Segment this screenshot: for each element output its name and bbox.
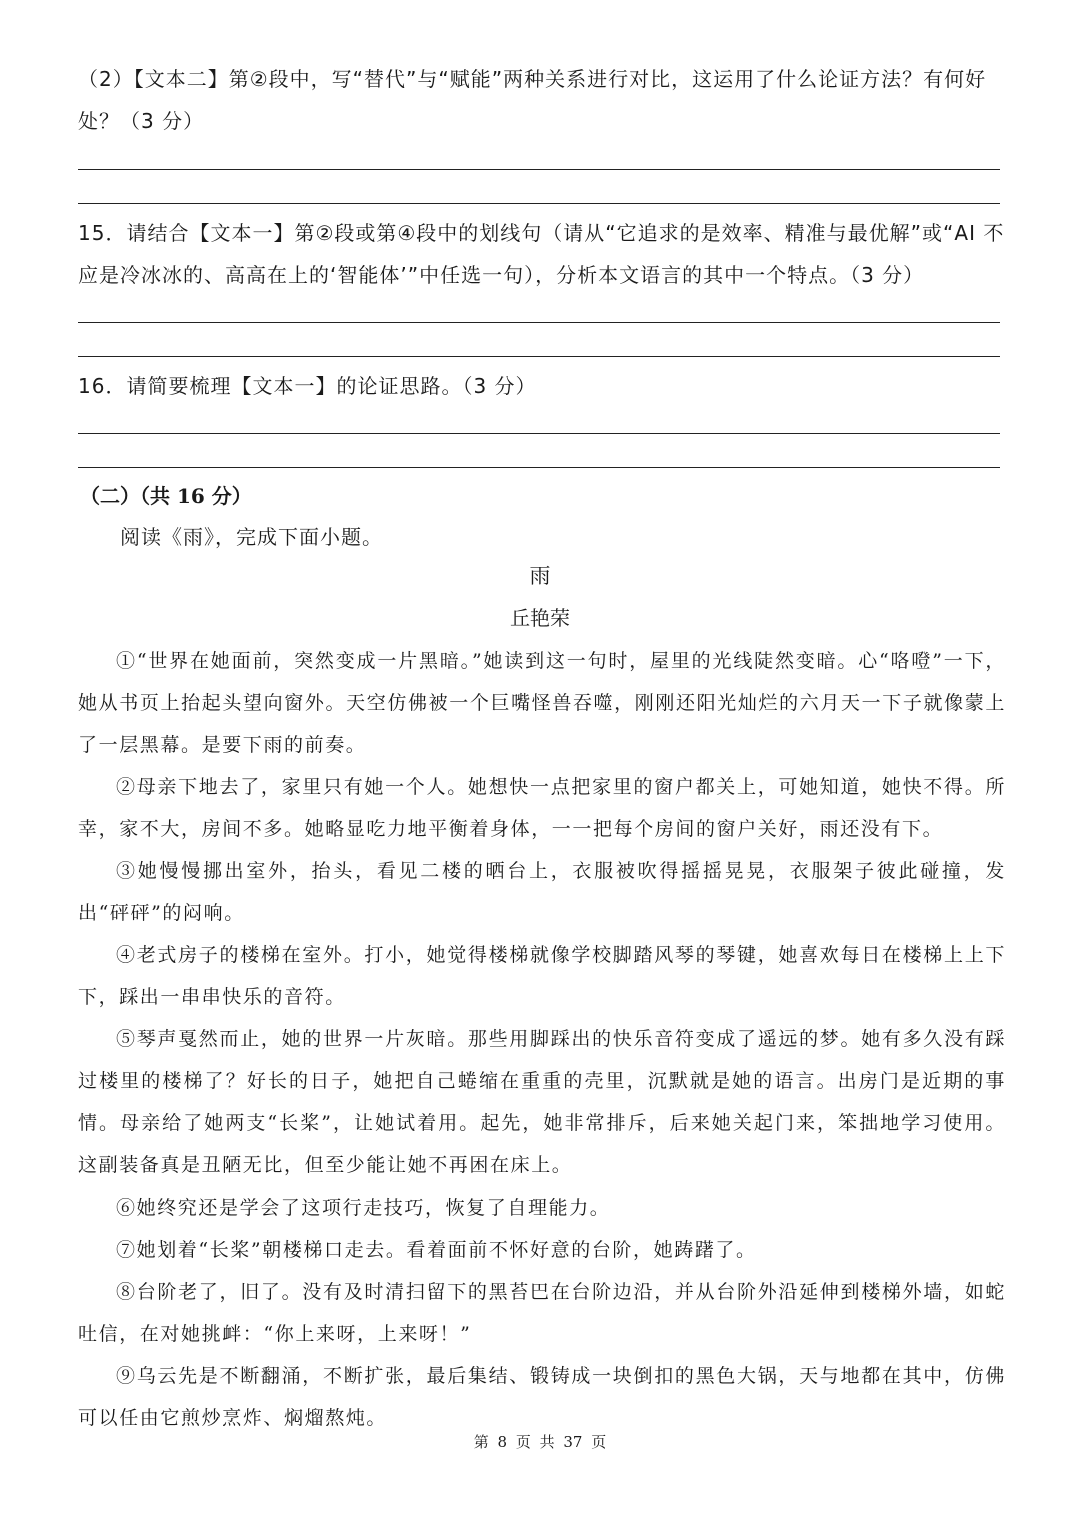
answer-line xyxy=(78,433,1000,434)
question-15: 15．请结合【文本一】第②段或第④段中的划线句（请从“它追求的是效率、精准与最优解”或“AI 不应是冷冰冰的、高高在上的‘智能体’”中任选一句），分析本文语言的其中一个特点。（3 分） xyxy=(78,221,1005,287)
page-footer: 第 8 页 共 37 页 xyxy=(473,1433,607,1451)
article-paragraph-7: ⑦她划着“长桨”朝楼梯口走去。看着面前不怀好意的台阶，她踌躇了。 xyxy=(116,1239,757,1261)
article-paragraph-1: ①“世界在她面前，突然变成一片黑暗。”她读到这一句时，屋里的光线陡然变暗。心“咯噔”一下，她从书页上抬起头望向窗外。天空仿佛被一个巨嘴怪兽吞噬，刚刚还阳光灿烂的六月天一下子就像蒙上了一层黑幕。是要下雨的前奏。 xyxy=(78,650,1006,756)
answer-line xyxy=(78,169,1000,170)
question-14-2: （2）【文本二】第②段中，写“替代”与“赋能”两种关系进行对比，这运用了什么论证方法？有何好处？（3 分） xyxy=(78,67,987,133)
answer-line xyxy=(78,322,1000,323)
article-paragraph-8: ⑧台阶老了，旧了。没有及时清扫留下的黑苔巴在台阶边沿，并从台阶外沿延伸到楼梯外墙，如蛇吐信，在对她挑衅：“你上来呀，上来呀！” xyxy=(78,1281,1006,1345)
answer-line xyxy=(78,356,1000,357)
article-title: 雨 xyxy=(529,564,551,588)
article-paragraph-5: ⑤琴声戛然而止，她的世界一片灰暗。那些用脚踩出的快乐音符变成了遥远的梦。她有多久没有踩过楼里的楼梯了？好长的日子，她把自己蜷缩在重重的壳里，沉默就是她的语言。出房门是近期的事情。母亲给了她两支“长桨”，让她试着用。起先，她非常排斥，后来她关起门来，笨拙地学习使用。这副装备真是丑陋无比，但至少能让她不再困在床上。 xyxy=(78,1028,1006,1176)
article-author: 丘艳荣 xyxy=(510,606,570,630)
reading-instruction: 阅读《雨》，完成下面小题。 xyxy=(120,525,383,549)
answer-line xyxy=(78,203,1000,204)
article-paragraph-4: ④老式房子的楼梯在室外。打小，她觉得楼梯就像学校脚踏风琴的琴键，她喜欢每日在楼梯上上下下，踩出一串串快乐的音符。 xyxy=(78,944,1006,1008)
question-16: 16．请简要梳理【文本一】的论证思路。（3 分） xyxy=(78,374,537,398)
answer-line xyxy=(78,467,1000,468)
article-paragraph-9: ⑨乌云先是不断翻涌，不断扩张，最后集结、锻铸成一块倒扣的黑色大锅，天与地都在其中，仿佛可以任由它煎炒烹炸、焖熘熬炖。 xyxy=(78,1365,1006,1429)
article-paragraph-6: ⑥她终究还是学会了这项行走技巧，恢复了自理能力。 xyxy=(116,1197,611,1219)
article-paragraph-3: ③她慢慢挪出室外，抬头，看见二楼的晒台上，衣服被吹得摇摇晃晃，衣服架子彼此碰撞，发出“砰砰”的闷响。 xyxy=(78,860,1006,924)
article-paragraph-2: ②母亲下地去了，家里只有她一个人。她想快一点把家里的窗户都关上，可她知道，她快不得。所幸，家不大，房间不多。她略显吃力地平衡着身体，一一把每个房间的窗户关好，雨还没有下。 xyxy=(78,776,1006,840)
section-title: （二）（共 16 分） xyxy=(80,484,252,508)
